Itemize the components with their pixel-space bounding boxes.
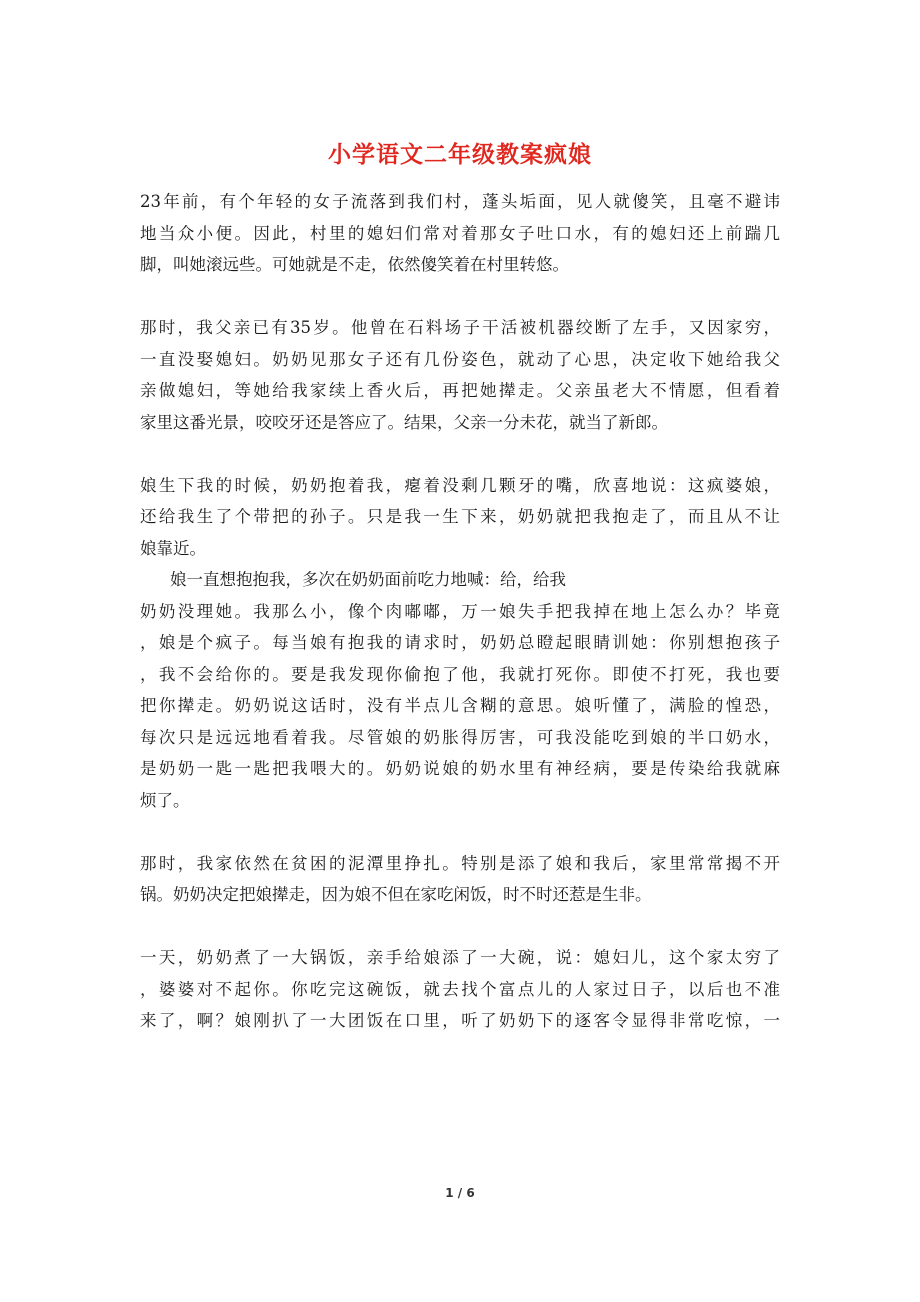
text-line: 烦了。 — [140, 790, 190, 810]
text-line: 亲做媳妇，等她给我家续上香火后，再把她撵走。父亲虽老大不情愿，但看着 — [140, 381, 780, 400]
text-line: 那时，我家依然在贫困的泥潭里挣扎。特别是添了娘和我后，家里常常揭不开 — [140, 853, 780, 873]
paragraph-gap — [140, 438, 780, 470]
page-number: 1 / 6 — [445, 1186, 475, 1200]
text-line: 还给我生了个带把的孙子。只是我一生下来，奶奶就把我抱走了，而且从不让 — [140, 507, 780, 526]
paragraph-gap — [140, 816, 780, 848]
text-line: 娘靠近。 — [140, 538, 206, 558]
text-line: 家里这番光景，咬咬牙还是答应了。结果，父亲一分未花，就当了新郎。 — [140, 412, 668, 432]
document-body — [140, 186, 780, 1037]
text-line: 娘一直想抱抱我，多次在奶奶面前吃力地喊：给，给我 — [170, 570, 566, 589]
text-line: 奶奶没理她。我那么小，像个肉嘟嘟，万一娘失手把我掉在地上怎么办？毕竟 — [140, 601, 780, 621]
text-line: 娘生下我的时候，奶奶抱着我，瘪着没剩几颗牙的嘴，欣喜地说：这疯婆娘， — [140, 475, 780, 495]
text-line: 一天，奶奶煮了一大锅饭，亲手给娘添了一大碗，说：媳妇儿，这个家太穷了 — [140, 948, 780, 967]
text-line: 每次只是远远地看着我。尽管娘的奶胀得厉害，可我没能吃到娘的半口奶水， — [140, 727, 780, 747]
text-line: 来了，啊？娘刚扒了一大团饭在口里，听了奶奶下的逐客令显得非常吃惊，一 — [140, 1011, 780, 1030]
text-line: 是奶奶一匙一匙把我喂大的。奶奶说娘的奶水里有神经病，要是传染给我就麻 — [140, 759, 780, 778]
text-line: 脚，叫她滚远些。可她就是不走，依然傻笑着在村里转悠。 — [140, 255, 569, 274]
text-line: 23年前，有个年轻的女子流落到我们村，蓬头垢面，见人就傻笑，且毫不避讳 — [140, 192, 780, 211]
paragraph-gap — [140, 281, 780, 313]
text-line: 锅。奶奶决定把娘撵走，因为娘不但在家吃闲饭，时不时还惹是生非。 — [140, 885, 652, 904]
text-line: 那时，我父亲已有35岁。他曾在石料场子干活被机器绞断了左手，又因家穷， — [140, 318, 780, 337]
document-title: 小学语文二年级教案疯娘 — [328, 141, 592, 168]
text-line: 把你撵走。奶奶说这话时，没有半点儿含糊的意思。娘听懂了，满脸的惶恐， — [140, 696, 780, 715]
text-line: 地当众小便。因此，村里的媳妇们常对着那女子吐口水，有的媳妇还上前踹几 — [140, 223, 780, 243]
text-line: ，娘是个疯子。每当娘有抱我的请求时，奶奶总瞪起眼睛训她：你别想抱孩子 — [140, 633, 780, 652]
text-line: ，我不会给你的。要是我发现你偷抱了他，我就打死你。即使不打死，我也要 — [140, 664, 780, 684]
text-line: ，婆婆对不起你。你吃完这碗饭，就去找个富点儿的人家过日子，以后也不准 — [140, 979, 780, 999]
paragraph-gap — [140, 911, 780, 943]
text-line: 一直没娶媳妇。奶奶见那女子还有几份姿色，就动了心思，决定收下她给我父 — [140, 349, 780, 369]
